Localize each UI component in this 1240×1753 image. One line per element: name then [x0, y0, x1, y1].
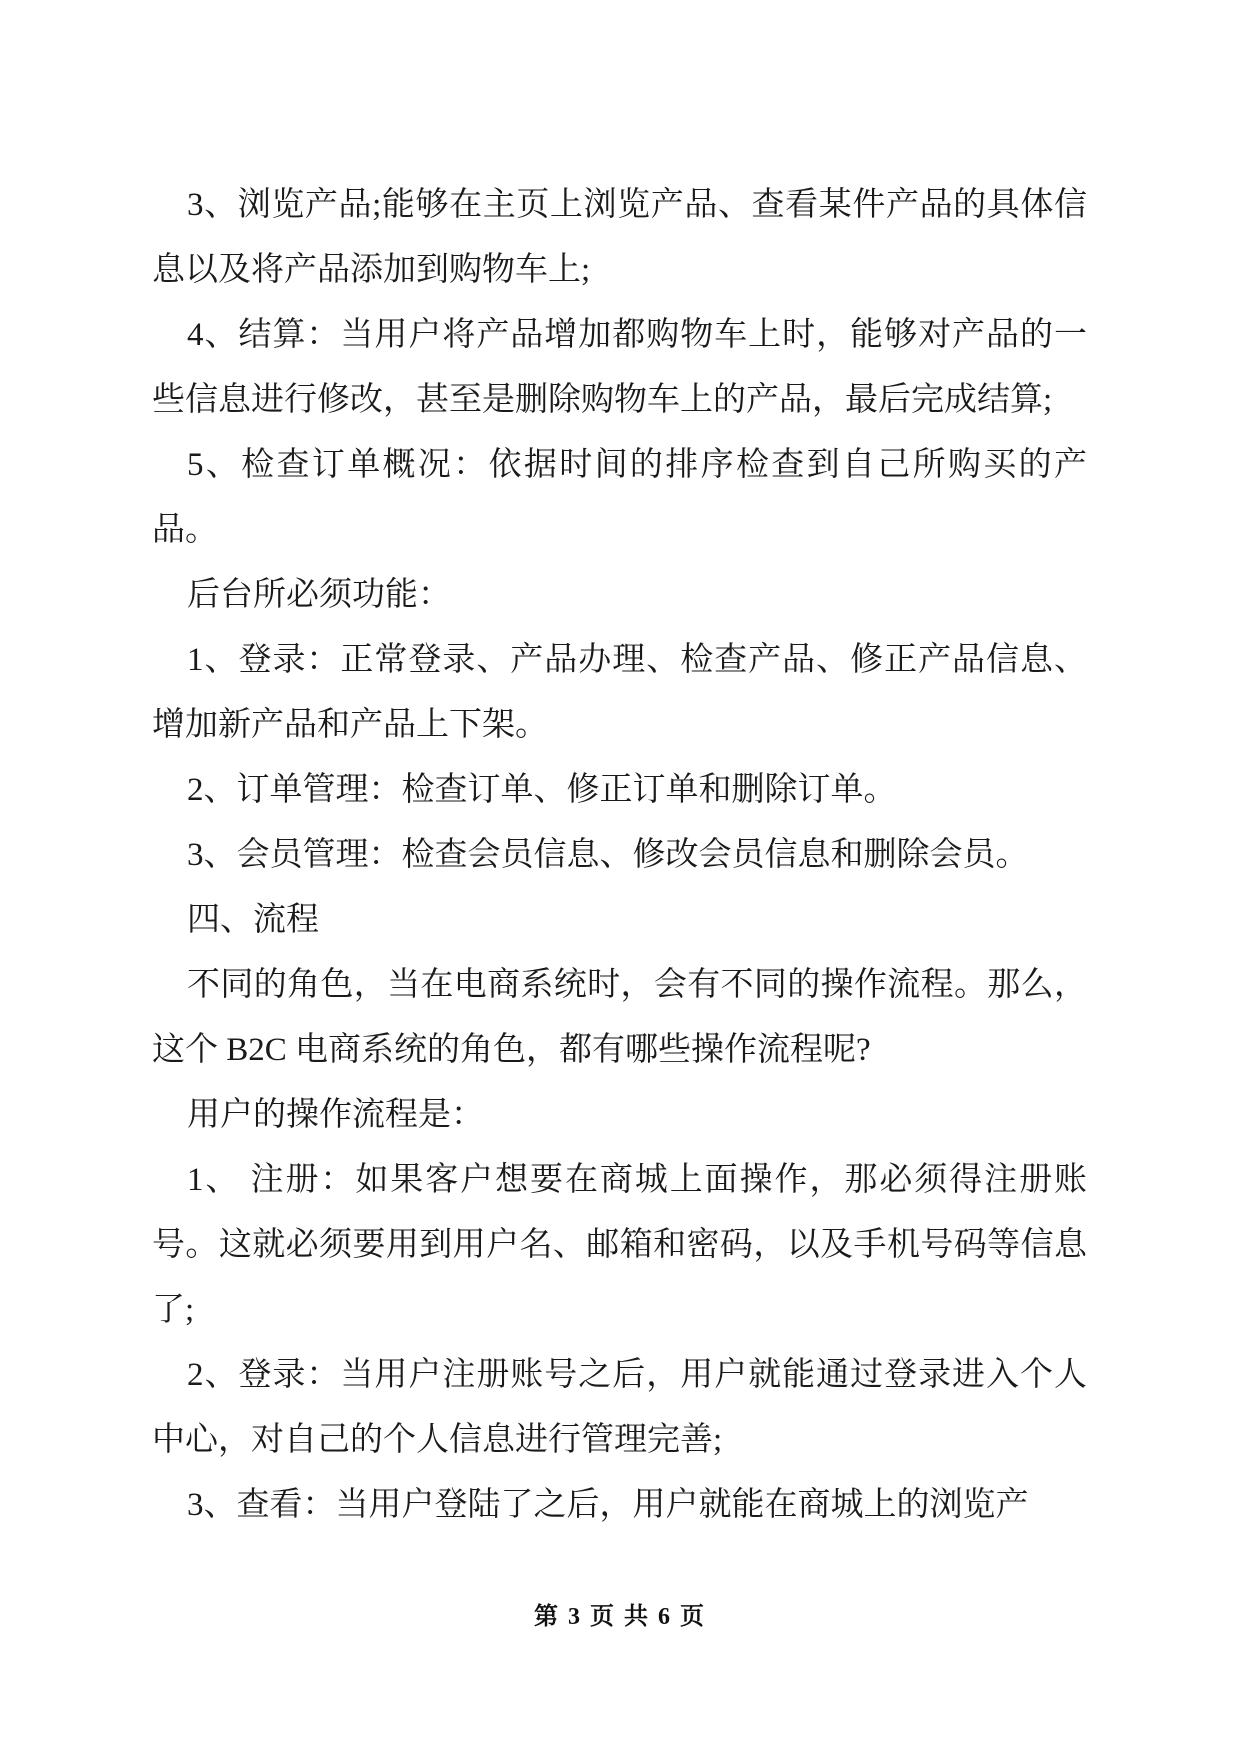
paragraph: 3、浏览产品;能够在主页上浏览产品、查看某件产品的具体信息以及将产品添加到购物车上;	[152, 187, 1087, 288]
page-number-label: 第 3 页 共 6 页	[534, 1604, 706, 1630]
paragraph: 后台所必须功能：	[187, 577, 451, 613]
paragraph: 3、会员管理：检查会员信息、修改会员信息和删除会员。	[187, 837, 1029, 873]
paragraph: 4、结算：当用户将产品增加都购物车上时，能够对产品的一些信息进行修改，甚至是删除购物车上的产品，最后完成结算;	[152, 317, 1087, 418]
paragraph: 1、 注册：如果客户想要在商城上面操作，那必须得注册账号。这就必须要用到用户名、邮箱和密码，以及手机号码等信息了;	[152, 1162, 1087, 1328]
paragraph: 四、流程	[187, 902, 319, 938]
paragraph: 1、登录：正常登录、产品办理、检查产品、修正产品信息、增加新产品和产品上下架。	[152, 642, 1087, 743]
document-body	[152, 173, 1087, 1538]
paragraph: 5、检查订单概况：依据时间的排序检查到自己所购买的产品。	[152, 447, 1087, 548]
paragraph: 用户的操作流程是：	[187, 1097, 484, 1133]
paragraph: 不同的角色，当在电商系统时，会有不同的操作流程。那么，这个 B2C 电商系统的角色，都有哪些操作流程呢?	[152, 967, 1087, 1068]
paragraph: 3、查看：当用户登陆了之后，用户就能在商城上的浏览产	[187, 1487, 1029, 1523]
paragraph: 2、登录：当用户注册账号之后，用户就能通过登录进入个人中心，对自己的个人信息进行管理完善;	[152, 1357, 1087, 1458]
paragraph: 2、订单管理：检查订单、修正订单和删除订单。	[187, 772, 897, 808]
page-footer	[0, 1596, 1240, 1631]
